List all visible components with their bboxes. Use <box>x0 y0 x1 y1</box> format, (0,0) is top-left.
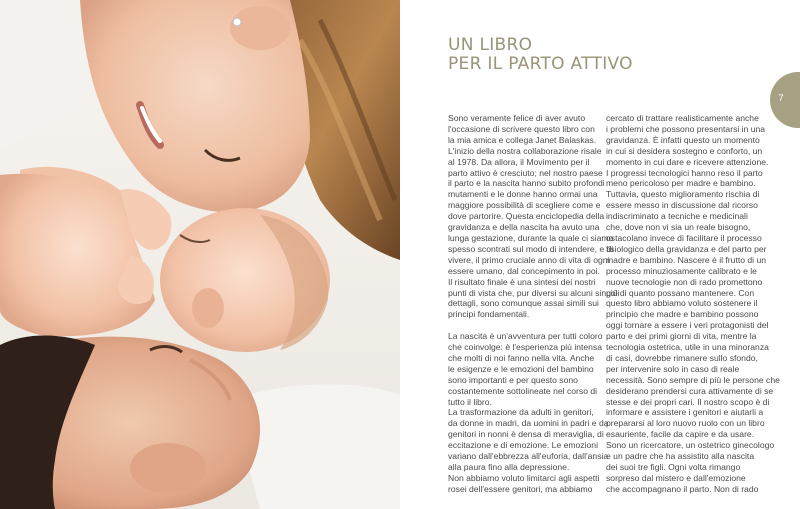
text-line: la mia amica e collega Janet Balaskas. <box>448 134 597 145</box>
text-line: più di quanto possano mantenere. Con <box>606 287 755 298</box>
text-line: informare e assistere i genitori e aiutarli a <box>606 407 764 418</box>
text-line: Sono veramente felice di aver avuto <box>448 113 586 123</box>
text-line: cercato di trattare realisticamente anche <box>606 113 759 123</box>
text-line: dei suoi tre figli. Ogni volta rimango <box>606 462 741 472</box>
text-line: nuove tecnologie non di rado promettono <box>606 276 763 287</box>
text-line: al 1978. Da allora, il Movimento per il <box>448 156 590 167</box>
text-line: meno pericoloso per madre e bambino. <box>606 178 756 189</box>
page-number: 7 <box>778 93 784 103</box>
text-line: desiderano prendersi cura attivamente di se <box>606 385 774 396</box>
text-line: per intervenire solo in caso di reale <box>606 363 740 374</box>
text-line: Il risultato finale è una sintesi dei nostri <box>448 276 596 287</box>
baby-ear <box>192 288 224 328</box>
text-line: sono importanti e per questo sono <box>448 374 578 385</box>
text-line: genitori in nonni è densa di meraviglia, di <box>448 429 604 440</box>
text-line: madre e bambino. Nascere è il frutto di un <box>606 254 767 265</box>
text-line: l'occasione di scrivere questo libro con <box>448 123 595 134</box>
text-line: rosei dell'essere genitori, ma abbiamo <box>448 483 593 494</box>
text-line: gravidanza e della nascita ha avuto una <box>448 222 600 233</box>
text-line: parto attivo è cresciuto; nel nostro paese <box>448 167 603 178</box>
text-line: La trasformazione da adulti in genitori, <box>448 407 594 418</box>
text-line: necessità. Sono sempre di più le persone che <box>606 374 780 385</box>
text-column-1 <box>448 113 620 495</box>
text-line: sorpreso dal mistero e dall'emozione <box>606 472 746 483</box>
text-line: mutamenti e le donne hanno ormai una <box>448 189 598 200</box>
chapter-title <box>448 36 708 74</box>
text-line: esauriente, facile da capire e da usare. <box>606 429 755 440</box>
text-line: Tuttavia, questo miglioramento rischia di <box>606 189 760 200</box>
text-line: alla paura fino alla depressione. <box>448 461 570 472</box>
text-line: Sono un ricercatore, un ostetrico ginecologo <box>606 440 775 451</box>
text-line: che, dove non vi sia un reale bisogno, <box>606 222 751 233</box>
text-line: da donne in madri, da uomini in padri e da <box>448 418 609 429</box>
text-line: spesso scontrati sul modo di intendere, e di <box>448 243 614 254</box>
text-line <box>448 320 598 331</box>
chapter-title-line-2: PER IL PARTO ATTIVO <box>448 54 633 74</box>
text-line: gravidanza. È infatti questo un momento <box>606 134 760 145</box>
text-line: vivere, il primo cruciale anno di vita di ogni <box>448 254 610 265</box>
text-line: questo libro abbiamo voluto sostenere il <box>606 298 758 309</box>
text-line: oggi tornare a essere i veri protagonisti del <box>606 320 769 331</box>
text-line: ostacolano invece di facilitare il processo <box>606 232 762 243</box>
text-line: di casi, dovrebbe rimanere sullo sfondo, <box>606 352 758 363</box>
text-column-2 <box>606 113 780 495</box>
text-line: stesse e dei propri cari. Il nostro scopo è di <box>606 396 770 407</box>
text-line: indiscriminato a tecniche e medicinali <box>606 211 748 222</box>
text-line: costantemente sottolineate nel corso di <box>448 385 598 396</box>
text-line: prepararsi al loro nuovo ruolo con un libro <box>606 418 765 429</box>
text-line: L'inizio della nostra collaborazione risale <box>448 145 602 156</box>
father-ear <box>130 443 206 493</box>
text-line: che coinvolge: è l'esperienza più intensa <box>448 342 603 353</box>
text-line: variano dall'ebbrezza all'euforia, dall'ansia <box>448 451 609 462</box>
text-line: i problemi che possono presentarsi in una <box>606 123 766 134</box>
text-line: Non abbiamo voluto limitarci agli aspetti <box>448 472 600 483</box>
text-line: principi fondamentali. <box>448 309 530 320</box>
text-line: che accompagnano il parto. Non di rado <box>606 483 759 494</box>
text-line: e un padre che ha assistito alla nascita <box>606 451 755 462</box>
text-line: tecnologia ostetrica, utile in una minoranza <box>606 342 769 353</box>
text-line: in cui si desidera sostegno e conforto, un <box>606 145 763 156</box>
text-line: che molti di noi fanno nella vita. Anche <box>448 352 595 363</box>
earring <box>233 18 241 26</box>
text-line: eccitazione e di emozione. Le emozioni <box>448 440 599 451</box>
text-line: lunga gestazione, durante la quale ci siamo <box>448 232 614 243</box>
text-line: momento in cui dare e ricevere attenzione. <box>606 156 769 167</box>
text-line: La nascita è un'avventura per tutti coloro <box>448 331 603 342</box>
text-line: le esigenze e le emozioni del bambino <box>448 363 594 374</box>
text-line: I progressi tecnologici hanno reso il parto <box>606 167 763 178</box>
text-line: parto e dei primi giorni di vita, mentre la <box>606 331 757 342</box>
chapter-title-line-1: UN LIBRO <box>448 35 533 55</box>
text-line: dove partorire. Questa enciclopedia della <box>448 211 605 222</box>
text-line: essere messo in discussione dal ricorso <box>606 200 758 211</box>
text-line: processo minuziosamente calibrato e le <box>606 265 757 276</box>
text-line: il parto e la nascita hanno subito profondi <box>448 178 605 189</box>
text-line: fisiologico della gravidanza e del parto per <box>606 243 767 254</box>
text-line: principio che madre e bambino possono <box>606 309 759 320</box>
text-line: dettagli, sono comunque assai simili sui <box>448 298 599 309</box>
text-line: tutto il libro. <box>448 396 492 407</box>
mother-ear <box>230 6 290 50</box>
text-line: essere umano, dal concepimento in poi. <box>448 265 600 276</box>
text-line: maggiore possibilità di scegliere come e <box>448 200 601 211</box>
text-line: punti di vista che, pur diversi su alcuni singoli <box>448 287 620 298</box>
